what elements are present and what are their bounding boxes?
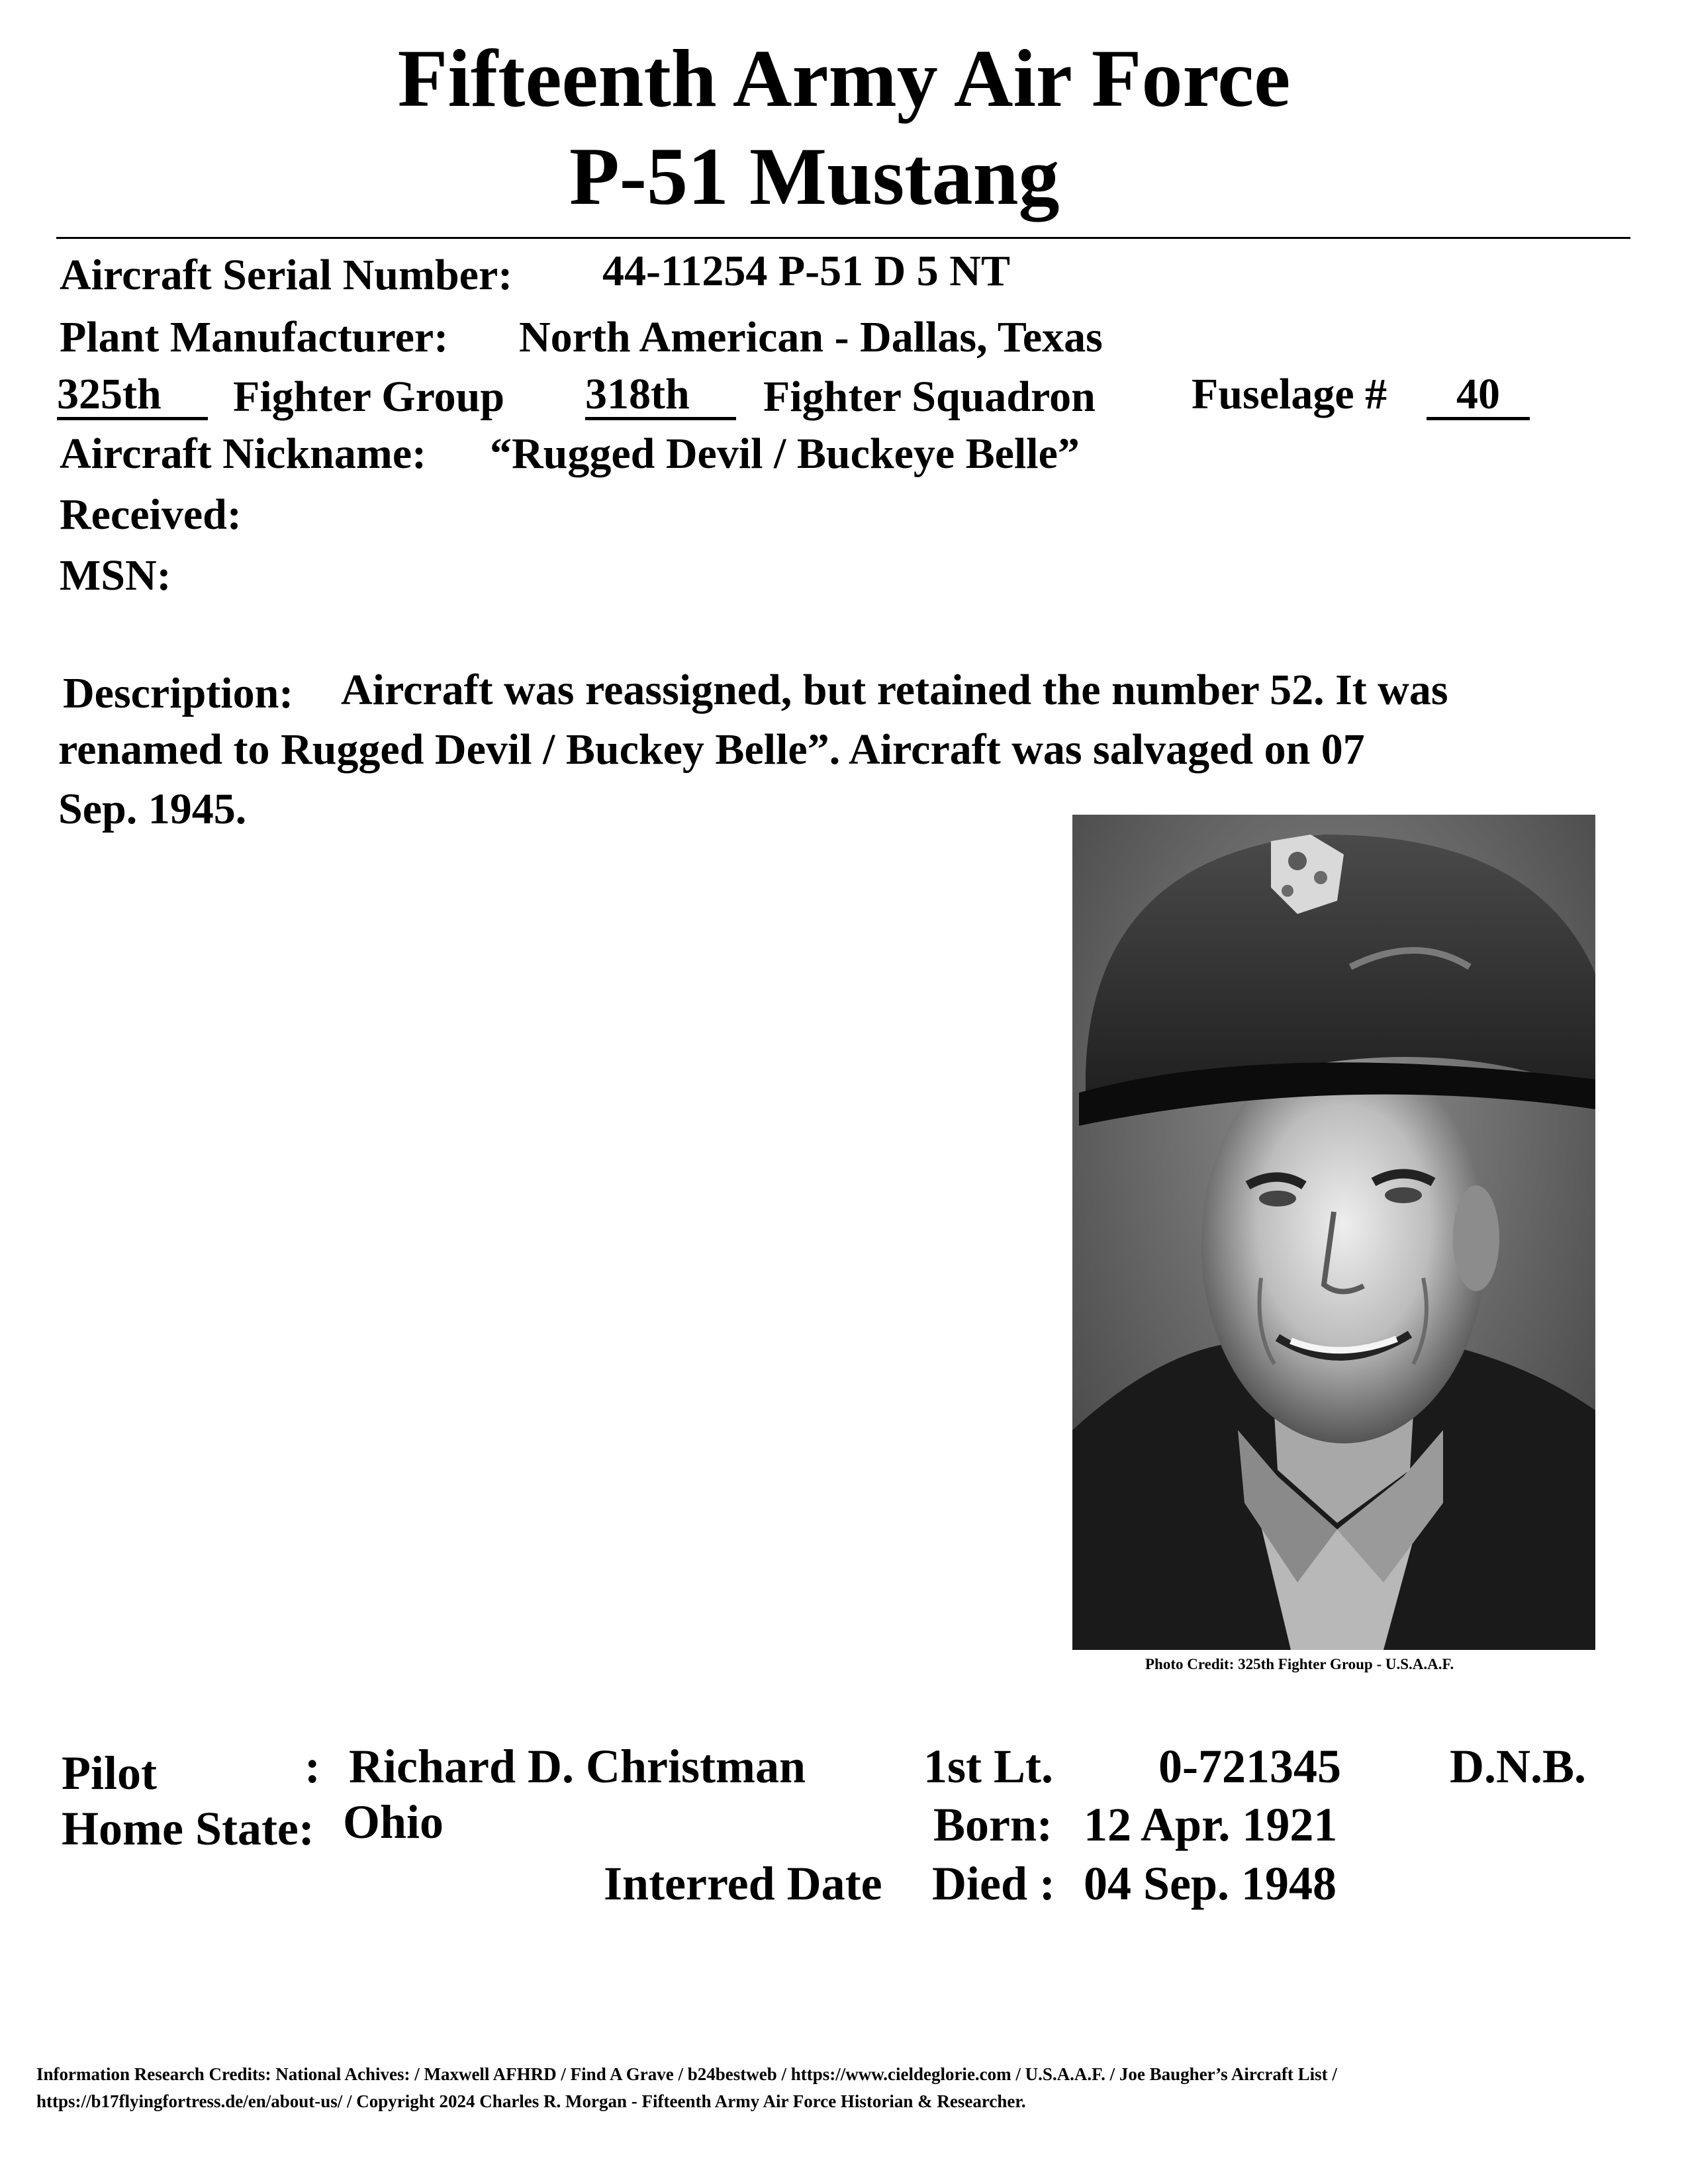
page-title: Fifteenth Army Air Force xyxy=(397,33,1291,124)
squadron-value: 318th xyxy=(585,371,736,420)
interred-label: Interred Date xyxy=(604,1857,882,1910)
description-line-1: Aircraft was reassigned, but retained the number 52. It was xyxy=(341,666,1448,714)
home-state-label: Home State: xyxy=(62,1802,314,1855)
pilot-rank: 1st Lt. xyxy=(923,1740,1053,1793)
fuselage-number xyxy=(1427,369,1530,420)
born-label: Born: xyxy=(933,1798,1053,1851)
squadron-number xyxy=(585,369,736,420)
page-subtitle: P-51 Mustang xyxy=(569,131,1060,222)
serial-value: 44-11254 P-51 D 5 NT xyxy=(602,247,1010,295)
nickname-value: “Rugged Devil / Buckeye Belle” xyxy=(490,430,1080,478)
plant-value: North American - Dallas, Texas xyxy=(519,313,1103,361)
serial-label: Aircraft Serial Number: xyxy=(60,251,513,299)
died-label: Died : xyxy=(932,1857,1055,1910)
fuselage-value: 40 xyxy=(1427,371,1530,420)
died-date: 04 Sep. 1948 xyxy=(1084,1857,1337,1910)
pilot-status: D.N.B. xyxy=(1450,1740,1587,1793)
description-line-3: Sep. 1945. xyxy=(58,785,247,833)
fuselage-label: Fuselage # xyxy=(1192,370,1387,418)
pilot-colon: : xyxy=(305,1740,320,1793)
pilot-name: Richard D. Christman xyxy=(349,1740,806,1793)
pilot-label: Pilot xyxy=(62,1747,157,1799)
born-date: 12 Apr. 1921 xyxy=(1084,1798,1338,1851)
pilot-serial: 0-721345 xyxy=(1158,1740,1341,1793)
plant-label: Plant Manufacturer: xyxy=(60,313,449,361)
credits-line-2: https://b17flyingfortress.de/en/about-us/ / Copyright 2024 Charles R. Morgan - Fifteenth Army Air Force Historian & Researcher. xyxy=(36,2091,1026,2111)
pilot-photo xyxy=(1072,815,1595,1650)
group-number xyxy=(57,369,208,420)
squadron-label: Fighter Squadron xyxy=(763,373,1096,421)
credits-line-1: Information Research Credits: National Achives: / Maxwell AFHRD / Find A Grave / b24bestweb / https://www.cieldeglorie.com / U.S.A.A.F. / Joe Baugher’s Aircraft List / xyxy=(36,2064,1337,2084)
nickname-label: Aircraft Nickname: xyxy=(60,430,427,478)
group-label: Fighter Group xyxy=(233,373,505,421)
group-value: 325th xyxy=(57,371,208,420)
received-label: Received: xyxy=(60,490,242,539)
msn-label: MSN: xyxy=(60,551,171,600)
title-divider xyxy=(56,237,1630,239)
description-line-2: renamed to Rugged Devil / Buckey Belle”. Aircraft was salvaged on 07 xyxy=(58,725,1365,774)
photo-credit: Photo Credit: 325th Fighter Group - U.S.A.A.F. xyxy=(1145,1656,1454,1672)
description-label: Description: xyxy=(63,669,294,717)
home-state-value: Ohio xyxy=(343,1796,444,1848)
